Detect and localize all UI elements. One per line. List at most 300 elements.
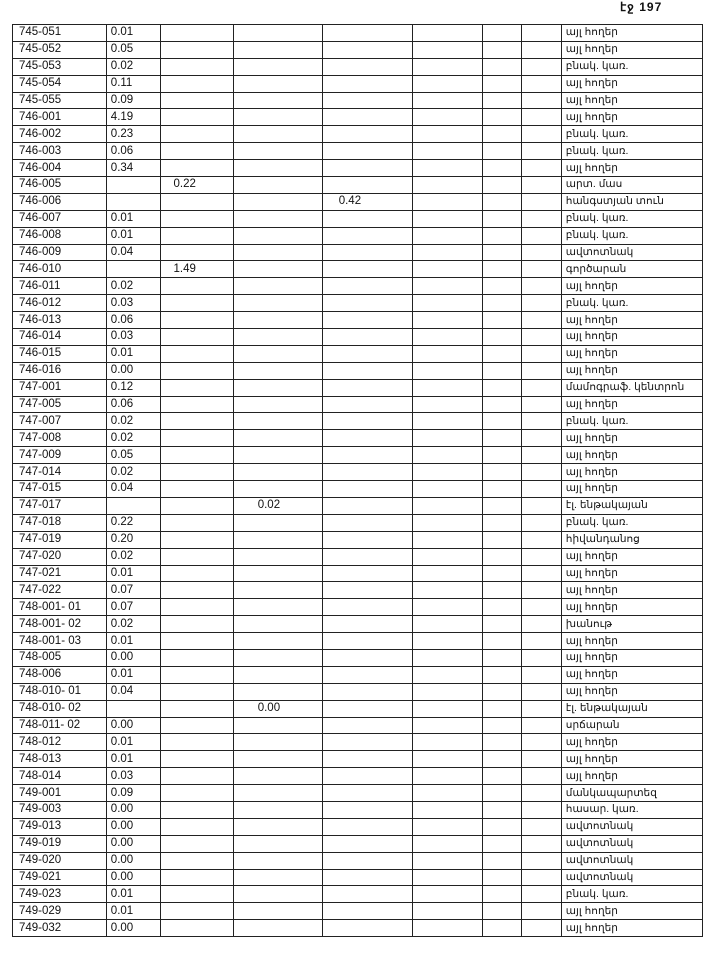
- empty-cell: [522, 717, 561, 734]
- area-cell-2: [161, 599, 233, 616]
- area-cell-1: 0.01: [106, 903, 161, 920]
- area-cell-1: 0.02: [106, 430, 161, 447]
- empty-cell: [483, 25, 522, 42]
- empty-cell: [483, 801, 522, 818]
- table-row: [13, 497, 703, 514]
- area-cell-3: [233, 413, 322, 430]
- empty-cell: [522, 514, 561, 531]
- table-row: [13, 109, 703, 126]
- area-cell-4: [322, 379, 413, 396]
- parcel-id-cell: 746-016: [13, 362, 107, 379]
- land-use-cell: ավտոտնակ: [561, 852, 702, 869]
- land-use-cell: այլ հողեր: [561, 649, 702, 666]
- land-use-cell: այլ հողեր: [561, 447, 702, 464]
- empty-cell: [522, 464, 561, 481]
- area-cell-2: [161, 514, 233, 531]
- empty-cell: [483, 430, 522, 447]
- land-use-cell: բնակ. կառ.: [561, 514, 702, 531]
- area-cell-1: 0.07: [106, 582, 161, 599]
- empty-cell: [483, 244, 522, 261]
- table-row: [13, 75, 703, 92]
- empty-cell: [413, 58, 483, 75]
- land-use-cell: բնակ. կառ.: [561, 58, 702, 75]
- parcel-id-cell: 745-052: [13, 41, 107, 58]
- empty-cell: [483, 886, 522, 903]
- area-cell-3: [233, 345, 322, 362]
- area-cell-3: [233, 582, 322, 599]
- area-cell-4: [322, 430, 413, 447]
- land-use-cell: մանկապարտեզ: [561, 785, 702, 802]
- table-row: [13, 582, 703, 599]
- empty-cell: [413, 785, 483, 802]
- area-cell-1: 0.00: [106, 920, 161, 937]
- area-cell-3: [233, 903, 322, 920]
- land-use-cell: այլ հողեր: [561, 666, 702, 683]
- parcel-id-cell: 749-001: [13, 785, 107, 802]
- area-cell-1: 0.02: [106, 616, 161, 633]
- empty-cell: [413, 734, 483, 751]
- area-cell-1: 0.12: [106, 379, 161, 396]
- area-cell-2: [161, 464, 233, 481]
- empty-cell: [413, 41, 483, 58]
- table-row: [13, 565, 703, 582]
- land-use-cell: արտ. մաս: [561, 177, 702, 194]
- table-row: [13, 751, 703, 768]
- area-cell-3: [233, 717, 322, 734]
- area-cell-2: [161, 717, 233, 734]
- land-use-cell: բնակ. կառ.: [561, 295, 702, 312]
- land-use-cell: հիվանդանոց: [561, 531, 702, 548]
- area-cell-3: [233, 379, 322, 396]
- area-cell-2: [161, 244, 233, 261]
- area-cell-2: [161, 126, 233, 143]
- empty-cell: [522, 413, 561, 430]
- area-cell-2: [161, 683, 233, 700]
- area-cell-4: [322, 261, 413, 278]
- empty-cell: [413, 126, 483, 143]
- area-cell-2: [161, 869, 233, 886]
- area-cell-1: 0.01: [106, 210, 161, 227]
- empty-cell: [413, 92, 483, 109]
- area-cell-4: [322, 514, 413, 531]
- area-cell-4: [322, 396, 413, 413]
- area-cell-3: [233, 734, 322, 751]
- area-cell-1: 0.04: [106, 683, 161, 700]
- area-cell-3: [233, 244, 322, 261]
- area-cell-4: [322, 497, 413, 514]
- empty-cell: [413, 852, 483, 869]
- empty-cell: [483, 649, 522, 666]
- area-cell-3: [233, 143, 322, 160]
- area-cell-3: [233, 362, 322, 379]
- empty-cell: [413, 497, 483, 514]
- empty-cell: [413, 835, 483, 852]
- empty-cell: [483, 396, 522, 413]
- table-row: [13, 649, 703, 666]
- empty-cell: [522, 649, 561, 666]
- table-row: [13, 193, 703, 210]
- area-cell-1: 0.03: [106, 329, 161, 346]
- empty-cell: [483, 548, 522, 565]
- area-cell-1: 0.34: [106, 160, 161, 177]
- area-cell-3: [233, 548, 322, 565]
- land-use-cell: բնակ. կառ.: [561, 126, 702, 143]
- empty-cell: [522, 58, 561, 75]
- area-cell-4: [322, 565, 413, 582]
- area-cell-4: [322, 413, 413, 430]
- empty-cell: [522, 920, 561, 937]
- table-row: [13, 903, 703, 920]
- table-row: [13, 633, 703, 650]
- empty-cell: [483, 464, 522, 481]
- empty-cell: [413, 649, 483, 666]
- area-cell-2: [161, 396, 233, 413]
- area-cell-3: [233, 227, 322, 244]
- empty-cell: [483, 565, 522, 582]
- area-cell-1: [106, 193, 161, 210]
- area-cell-3: [233, 193, 322, 210]
- empty-cell: [483, 717, 522, 734]
- parcel-id-cell: 747-001: [13, 379, 107, 396]
- area-cell-4: [322, 683, 413, 700]
- empty-cell: [483, 329, 522, 346]
- parcel-id-cell: 747-015: [13, 481, 107, 498]
- area-cell-2: [161, 362, 233, 379]
- area-cell-3: [233, 768, 322, 785]
- area-cell-1: [106, 261, 161, 278]
- area-cell-2: [161, 75, 233, 92]
- area-cell-3: [233, 312, 322, 329]
- area-cell-4: [322, 903, 413, 920]
- empty-cell: [483, 379, 522, 396]
- area-cell-1: 0.01: [106, 666, 161, 683]
- land-use-cell: այլ հողեր: [561, 734, 702, 751]
- area-cell-4: [322, 920, 413, 937]
- area-cell-1: 0.04: [106, 244, 161, 261]
- page-number: էջ 197: [620, 0, 663, 14]
- table-row: [13, 177, 703, 194]
- area-cell-3: [233, 430, 322, 447]
- empty-cell: [483, 312, 522, 329]
- empty-cell: [483, 177, 522, 194]
- area-cell-3: [233, 666, 322, 683]
- area-cell-4: [322, 143, 413, 160]
- land-use-cell: բնակ. կառ.: [561, 210, 702, 227]
- land-use-cell: սրճարան: [561, 717, 702, 734]
- empty-cell: [483, 481, 522, 498]
- area-cell-4: [322, 666, 413, 683]
- parcel-id-cell: 747-017: [13, 497, 107, 514]
- area-cell-1: 0.22: [106, 514, 161, 531]
- area-cell-4: [322, 329, 413, 346]
- area-cell-1: 0.00: [106, 835, 161, 852]
- empty-cell: [522, 497, 561, 514]
- area-cell-3: [233, 616, 322, 633]
- area-cell-4: [322, 616, 413, 633]
- empty-cell: [483, 295, 522, 312]
- area-cell-3: [233, 41, 322, 58]
- area-cell-1: 0.20: [106, 531, 161, 548]
- area-cell-1: 0.00: [106, 801, 161, 818]
- land-use-cell: ավտոտնակ: [561, 835, 702, 852]
- empty-cell: [522, 768, 561, 785]
- area-cell-1: 0.01: [106, 886, 161, 903]
- empty-cell: [522, 548, 561, 565]
- area-cell-1: 0.00: [106, 852, 161, 869]
- land-use-cell: այլ հողեր: [561, 75, 702, 92]
- empty-cell: [413, 295, 483, 312]
- empty-cell: [483, 751, 522, 768]
- empty-cell: [522, 531, 561, 548]
- area-cell-3: [233, 329, 322, 346]
- empty-cell: [413, 903, 483, 920]
- empty-cell: [522, 599, 561, 616]
- empty-cell: [522, 244, 561, 261]
- area-cell-4: [322, 345, 413, 362]
- parcel-id-cell: 746-004: [13, 160, 107, 177]
- empty-cell: [413, 464, 483, 481]
- table-row: [13, 869, 703, 886]
- land-use-cell: այլ հողեր: [561, 903, 702, 920]
- parcel-id-cell: 746-006: [13, 193, 107, 210]
- area-cell-2: [161, 768, 233, 785]
- area-cell-1: 0.23: [106, 126, 161, 143]
- empty-cell: [413, 430, 483, 447]
- area-cell-4: [322, 25, 413, 42]
- empty-cell: [483, 869, 522, 886]
- empty-cell: [522, 41, 561, 58]
- land-use-cell: այլ հողեր: [561, 312, 702, 329]
- area-cell-2: [161, 312, 233, 329]
- empty-cell: [413, 345, 483, 362]
- area-cell-4: [322, 295, 413, 312]
- area-cell-3: [233, 278, 322, 295]
- area-cell-1: 0.00: [106, 649, 161, 666]
- land-use-cell: այլ հողեր: [561, 481, 702, 498]
- empty-cell: [413, 447, 483, 464]
- empty-cell: [413, 582, 483, 599]
- land-use-cell: խանութ: [561, 616, 702, 633]
- area-cell-3: [233, 531, 322, 548]
- area-cell-4: [322, 801, 413, 818]
- table-row: [13, 312, 703, 329]
- empty-cell: [522, 227, 561, 244]
- parcel-id-cell: 745-053: [13, 58, 107, 75]
- empty-cell: [483, 514, 522, 531]
- area-cell-2: [161, 616, 233, 633]
- area-cell-3: [233, 75, 322, 92]
- area-cell-1: 0.09: [106, 785, 161, 802]
- area-cell-2: [161, 818, 233, 835]
- area-cell-2: [161, 345, 233, 362]
- empty-cell: [483, 109, 522, 126]
- area-cell-3: [233, 295, 322, 312]
- table-row: [13, 835, 703, 852]
- area-cell-3: [233, 447, 322, 464]
- empty-cell: [413, 869, 483, 886]
- empty-cell: [413, 548, 483, 565]
- area-cell-4: [322, 785, 413, 802]
- area-cell-1: 0.03: [106, 768, 161, 785]
- table-row: [13, 531, 703, 548]
- table-row: [13, 41, 703, 58]
- land-use-cell: ավտոտնակ: [561, 244, 702, 261]
- empty-cell: [483, 599, 522, 616]
- area-cell-2: [161, 295, 233, 312]
- empty-cell: [483, 160, 522, 177]
- parcel-id-cell: 746-005: [13, 177, 107, 194]
- table-row: [13, 683, 703, 700]
- area-cell-2: [161, 548, 233, 565]
- area-cell-1: 0.02: [106, 58, 161, 75]
- empty-cell: [522, 700, 561, 717]
- empty-cell: [522, 75, 561, 92]
- area-cell-1: 0.07: [106, 599, 161, 616]
- area-cell-3: [233, 565, 322, 582]
- parcel-table: [12, 24, 703, 937]
- parcel-id-cell: 748-013: [13, 751, 107, 768]
- area-cell-1: 0.00: [106, 818, 161, 835]
- area-cell-2: [161, 160, 233, 177]
- empty-cell: [413, 481, 483, 498]
- area-cell-4: 0.42: [322, 193, 413, 210]
- area-cell-2: [161, 497, 233, 514]
- table-row: [13, 920, 703, 937]
- empty-cell: [522, 143, 561, 160]
- empty-cell: [413, 210, 483, 227]
- empty-cell: [413, 700, 483, 717]
- area-cell-2: [161, 430, 233, 447]
- empty-cell: [522, 683, 561, 700]
- empty-cell: [413, 801, 483, 818]
- land-use-cell: մամոգրաֆ. կենտրոն: [561, 379, 702, 396]
- area-cell-3: [233, 396, 322, 413]
- parcel-id-cell: 746-008: [13, 227, 107, 244]
- empty-cell: [522, 835, 561, 852]
- table-row: [13, 666, 703, 683]
- empty-cell: [522, 109, 561, 126]
- area-cell-4: [322, 531, 413, 548]
- empty-cell: [413, 616, 483, 633]
- parcel-id-cell: 749-029: [13, 903, 107, 920]
- empty-cell: [413, 717, 483, 734]
- land-use-cell: այլ հողեր: [561, 41, 702, 58]
- area-cell-2: [161, 278, 233, 295]
- area-cell-4: [322, 700, 413, 717]
- land-use-cell: այլ հողեր: [561, 548, 702, 565]
- table-row: [13, 785, 703, 802]
- area-cell-1: 0.11: [106, 75, 161, 92]
- empty-cell: [413, 329, 483, 346]
- empty-cell: [522, 818, 561, 835]
- empty-cell: [522, 345, 561, 362]
- parcel-id-cell: 747-009: [13, 447, 107, 464]
- parcel-id-cell: 746-013: [13, 312, 107, 329]
- area-cell-3: [233, 210, 322, 227]
- area-cell-2: [161, 329, 233, 346]
- land-use-cell: այլ հողեր: [561, 768, 702, 785]
- parcel-id-cell: 746-010: [13, 261, 107, 278]
- table-row: [13, 210, 703, 227]
- empty-cell: [483, 497, 522, 514]
- area-cell-3: [233, 801, 322, 818]
- parcel-id-cell: 748-011- 02: [13, 717, 107, 734]
- table-row: [13, 261, 703, 278]
- empty-cell: [413, 599, 483, 616]
- parcel-id-cell: 746-003: [13, 143, 107, 160]
- table-row: [13, 278, 703, 295]
- area-cell-4: [322, 835, 413, 852]
- area-cell-1: 0.01: [106, 734, 161, 751]
- area-cell-2: [161, 801, 233, 818]
- empty-cell: [483, 785, 522, 802]
- area-cell-2: [161, 481, 233, 498]
- area-cell-1: 0.02: [106, 413, 161, 430]
- empty-cell: [413, 261, 483, 278]
- empty-cell: [483, 903, 522, 920]
- empty-cell: [522, 886, 561, 903]
- area-cell-1: 0.09: [106, 92, 161, 109]
- parcel-id-cell: 748-014: [13, 768, 107, 785]
- empty-cell: [483, 447, 522, 464]
- land-use-cell: այլ հողեր: [561, 362, 702, 379]
- area-cell-3: [233, 481, 322, 498]
- empty-cell: [522, 379, 561, 396]
- area-cell-2: [161, 903, 233, 920]
- area-cell-3: [233, 92, 322, 109]
- empty-cell: [483, 666, 522, 683]
- land-use-cell: բնակ. կառ.: [561, 886, 702, 903]
- table-row: [13, 852, 703, 869]
- table-row: [13, 160, 703, 177]
- table-row: [13, 413, 703, 430]
- area-cell-1: [106, 177, 161, 194]
- empty-cell: [413, 244, 483, 261]
- area-cell-1: 0.05: [106, 447, 161, 464]
- land-use-cell: այլ հողեր: [561, 345, 702, 362]
- land-use-cell: գործարան: [561, 261, 702, 278]
- empty-cell: [483, 582, 522, 599]
- empty-cell: [483, 345, 522, 362]
- empty-cell: [522, 903, 561, 920]
- area-cell-3: [233, 464, 322, 481]
- table-row: [13, 599, 703, 616]
- area-cell-4: [322, 362, 413, 379]
- area-cell-3: [233, 633, 322, 650]
- area-cell-2: [161, 413, 233, 430]
- empty-cell: [413, 565, 483, 582]
- area-cell-4: [322, 464, 413, 481]
- area-cell-2: [161, 58, 233, 75]
- parcel-id-cell: 748-010- 01: [13, 683, 107, 700]
- empty-cell: [522, 278, 561, 295]
- area-cell-4: [322, 75, 413, 92]
- empty-cell: [483, 683, 522, 700]
- empty-cell: [413, 531, 483, 548]
- empty-cell: [483, 58, 522, 75]
- empty-cell: [522, 210, 561, 227]
- parcel-id-cell: 746-015: [13, 345, 107, 362]
- area-cell-1: 0.06: [106, 396, 161, 413]
- area-cell-4: [322, 599, 413, 616]
- empty-cell: [413, 362, 483, 379]
- empty-cell: [413, 751, 483, 768]
- land-use-cell: բնակ. կառ.: [561, 227, 702, 244]
- parcel-id-cell: 747-022: [13, 582, 107, 599]
- area-cell-4: [322, 852, 413, 869]
- land-use-cell: այլ հողեր: [561, 109, 702, 126]
- parcel-id-cell: 746-002: [13, 126, 107, 143]
